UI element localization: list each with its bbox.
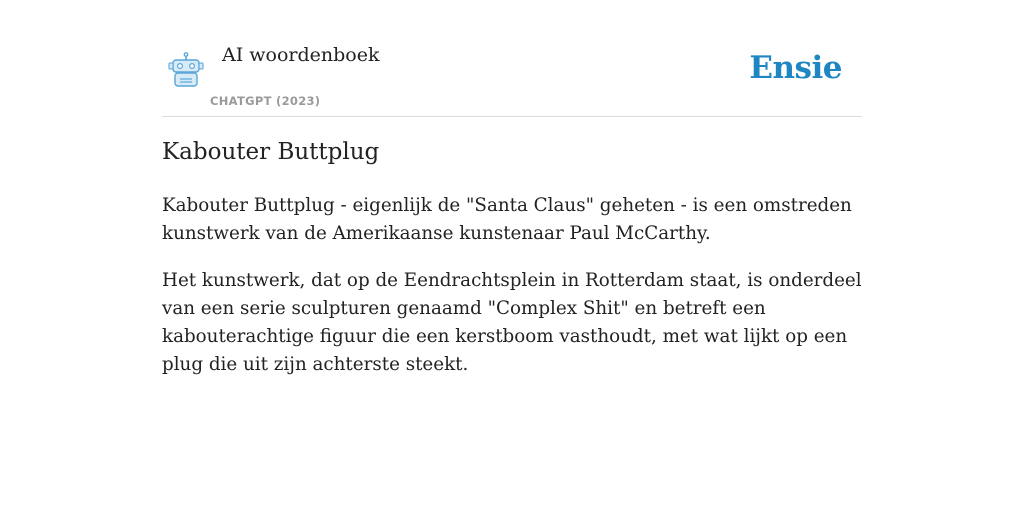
dictionary-title[interactable]: AI woordenboek [222,44,380,66]
dictionary-source: CHATGPT (2023) [210,94,321,108]
entry-title: Kabouter Buttplug [162,139,380,165]
entry-paragraph-1: Kabouter Buttplug - eigenlijk de "Santa Claus" geheten - is een omstreden kunstwerk van de Amerikaanse kunstenaar Paul McCarthy. [162,195,852,244]
page [162,0,862,375]
header [162,0,862,117]
brand-logo[interactable]: Ensie [749,50,842,86]
robot-icon [166,52,206,88]
entry-paragraph-2: Het kunstwerk, dat op de Eendrachtsplein in Rotterdam staat, is onderdeel van een serie sculpturen genaamd "Complex Shit" en betreft een kabouterachtige figuur die een kerstboom vasthoudt, met wat lijkt op een plug die uit zijn achterste steekt. [162,270,862,375]
